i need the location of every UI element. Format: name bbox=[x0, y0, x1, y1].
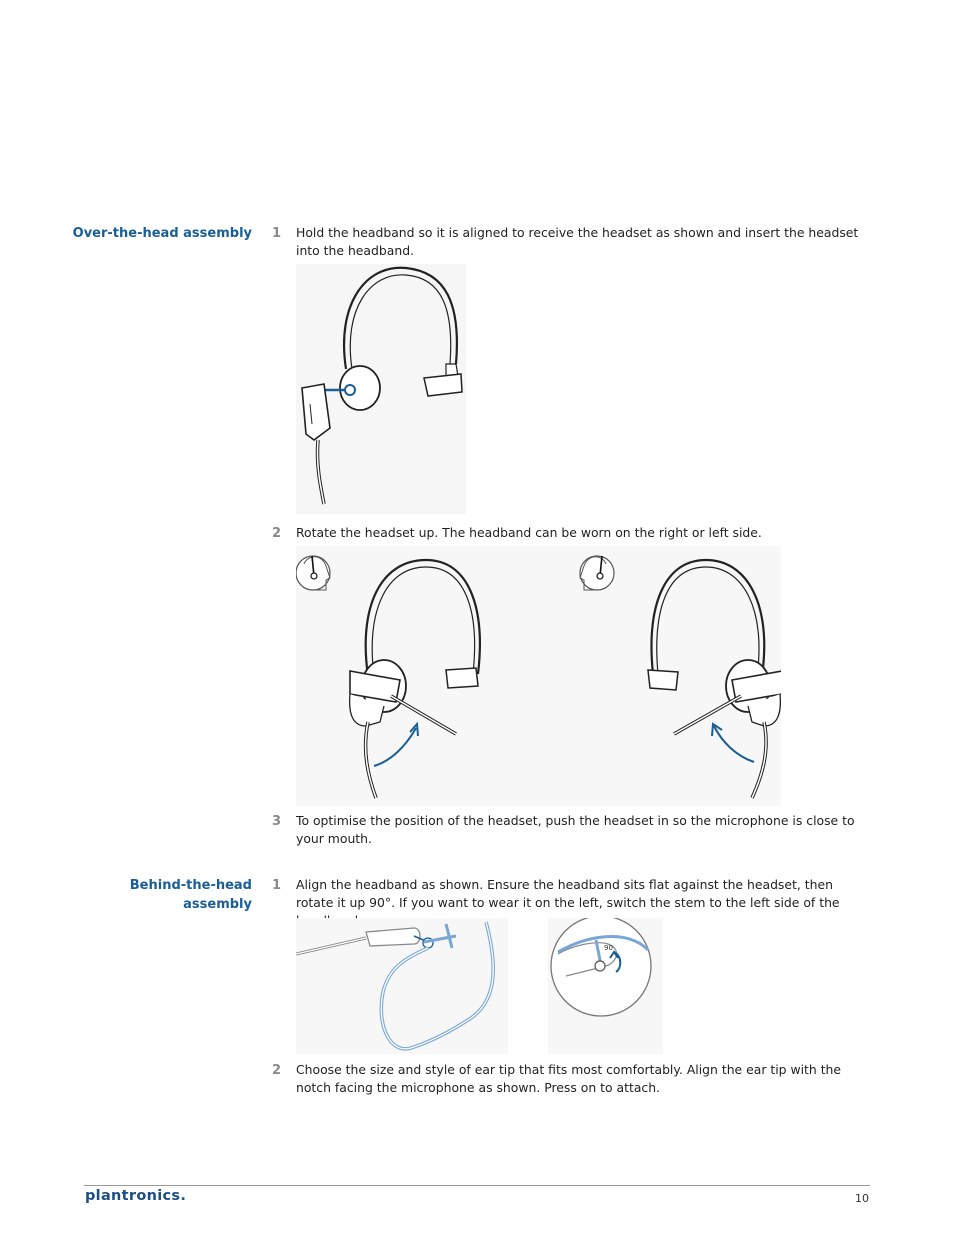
step-text: To optimise the position of the headset, push the headset in so the microphone is close to your mouth. bbox=[296, 813, 855, 846]
headband-insert-illustration bbox=[296, 264, 466, 514]
plantronics-logo: plantronics. bbox=[85, 1188, 187, 1204]
section-title-behind-the-head bbox=[72, 876, 252, 914]
step-number: 2 bbox=[272, 1063, 282, 1078]
footer-divider bbox=[84, 1185, 870, 1186]
section-title-line: assembly bbox=[183, 897, 252, 912]
section-title-over-the-head: Over-the-head assembly bbox=[72, 226, 252, 241]
rotation-label: 90 bbox=[604, 944, 613, 952]
step-text: Rotate the headset up. The headband can be worn on the right or left side. bbox=[296, 525, 762, 540]
left-side-head-icon bbox=[580, 556, 614, 590]
step-number: 1 bbox=[272, 226, 282, 241]
page-number: 10 bbox=[855, 1192, 869, 1205]
step-text: Choose the size and style of ear tip that fits most comfortably. Align the ear tip with the notch facing the microphone as shown. Press on to attach. bbox=[296, 1062, 842, 1095]
right-side-head-icon bbox=[296, 556, 330, 590]
step-number: 3 bbox=[272, 814, 282, 829]
step-text: Hold the headband so it is aligned to receive the headset as shown and insert the headset into the headband. bbox=[296, 225, 859, 258]
step-text: Align the headband as shown. Ensure the headband sits flat against the headset, then rotate it up 90°. If you want to wear it on the left, switch the stem to the left side of the bbox=[296, 877, 840, 910]
step-number: 2 bbox=[272, 526, 282, 541]
step-number: 1 bbox=[272, 878, 282, 893]
behind-head-band-illustration bbox=[296, 918, 666, 1054]
rotate-headset-illustration bbox=[296, 546, 781, 806]
section-title-line: Behind-the-head bbox=[129, 878, 252, 893]
